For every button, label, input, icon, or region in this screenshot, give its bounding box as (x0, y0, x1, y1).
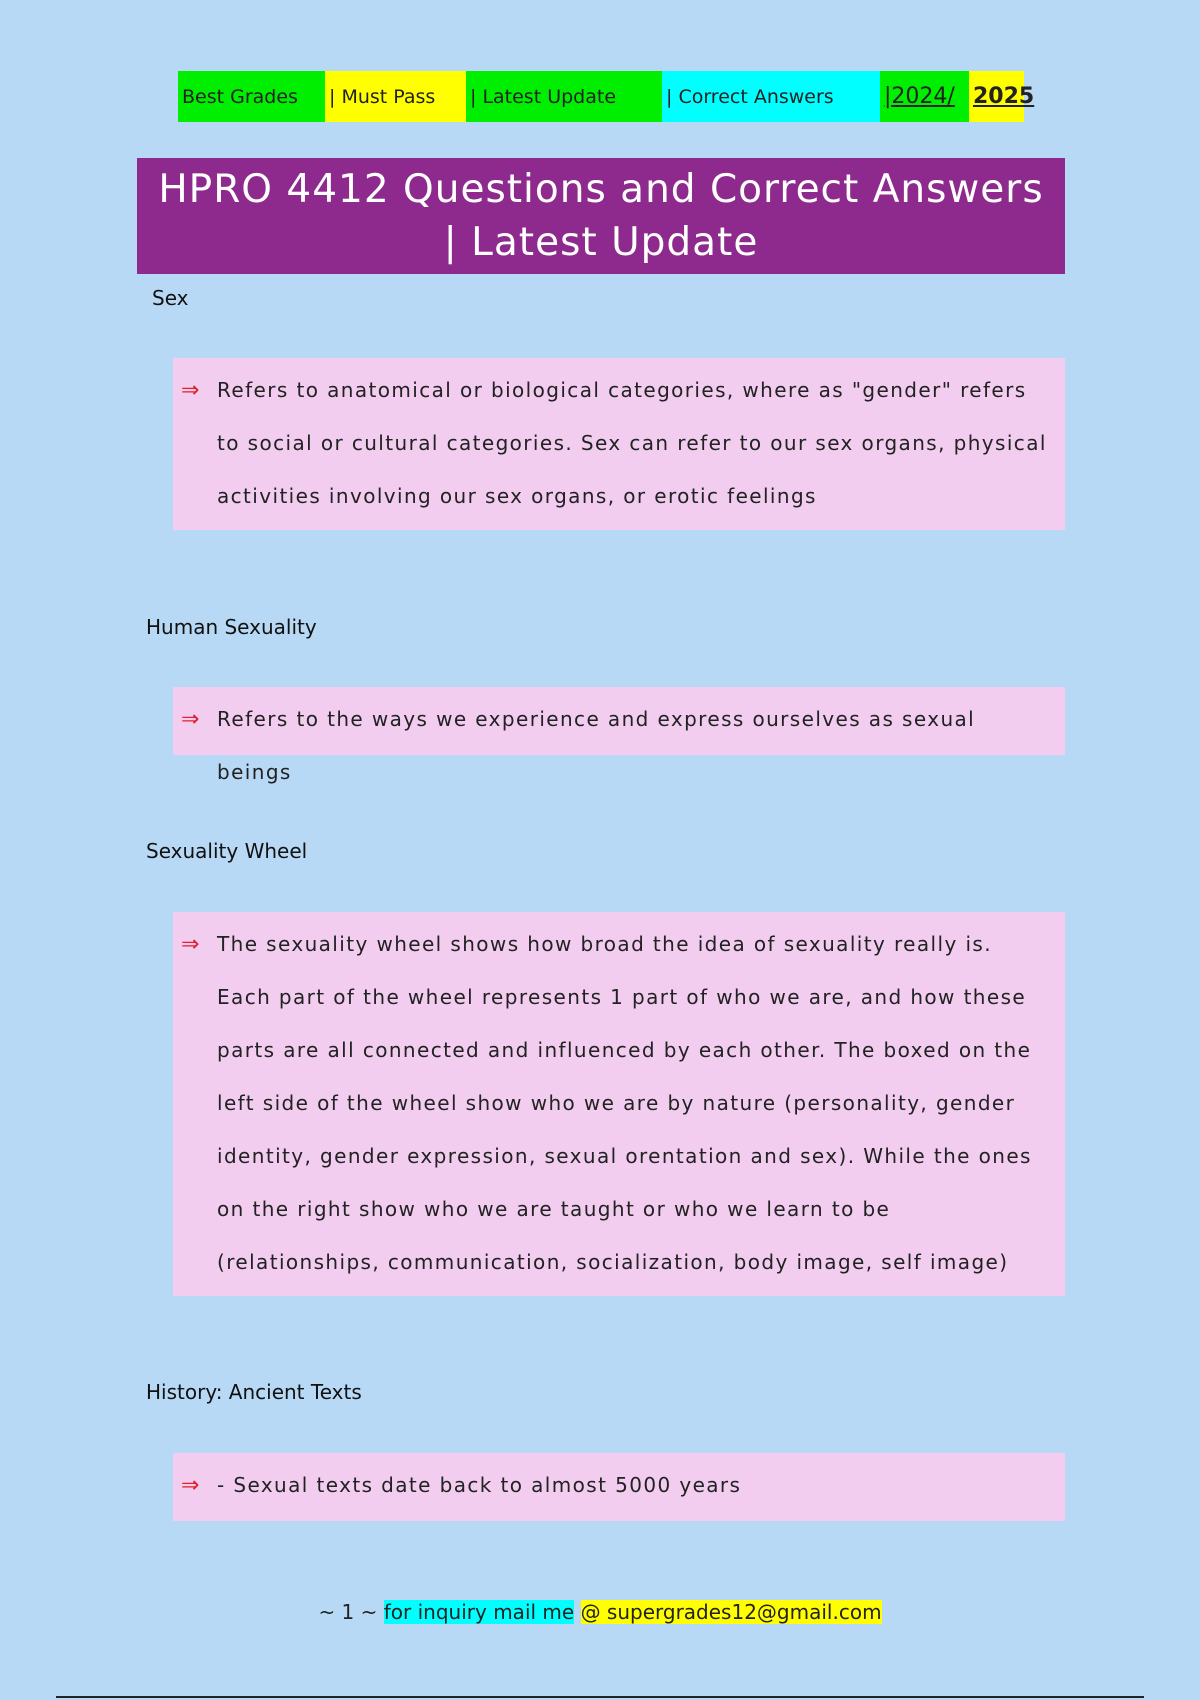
answer-history-ancient-texts: ⇒ - Sexual texts date back to almost 5000 years (173, 1453, 1065, 1521)
term-sexuality-wheel: Sexuality Wheel (146, 839, 308, 863)
tag-year-start: | 2024/ (880, 71, 969, 122)
page-footer (0, 1600, 1200, 1624)
tag-best-grades: Best Grades (178, 71, 325, 122)
answer-human-sexuality: ⇒ Refers to the ways we experience and express ourselves as sexual beings (173, 687, 1065, 755)
answer-sexuality-wheel: ⇒ The sexuality wheel shows how broad the idea of sexuality really is. Each part of the wheel represents 1 part of who we are, and how these parts are all connected and influenced by each other. The boxed on the left side of the wheel show who we are by nature (personality, gender identity, gender expression, sexual orentation and sex). While the ones on the right show who we are taught or who we learn to be (relationships, communication, socialization, body image, self image) (173, 912, 1065, 1296)
arrow-icon: ⇒ (181, 932, 200, 957)
page-number: ~ 1 ~ (318, 1600, 378, 1624)
term-sex: Sex (152, 286, 189, 310)
answer-sex: ⇒ Refers to anatomical or biological categories, where as "gender" refers to social or cultural categories. Sex can refer to our sex organs, physical activities involving our sex organs, or erotic feelings (173, 358, 1065, 530)
tag-must-pass: | Must Pass (325, 71, 466, 122)
tag-year-end: 2025 (969, 71, 1024, 122)
footer-rule (56, 1696, 1144, 1698)
arrow-icon: ⇒ (181, 707, 200, 732)
term-human-sexuality: Human Sexuality (146, 615, 317, 639)
tag-correct-answers: | Correct Answers (662, 71, 880, 122)
arrow-icon: ⇒ (181, 378, 200, 403)
page-title: HPRO 4412 Questions and Correct Answers | Latest Update (137, 158, 1065, 274)
tag-latest-update: | Latest Update (466, 71, 662, 122)
header-tagline (178, 71, 1035, 122)
arrow-icon: ⇒ (181, 1473, 200, 1498)
term-history-ancient-texts: History: Ancient Texts (146, 1380, 362, 1404)
inquiry-text: for inquiry mail me (383, 1600, 575, 1624)
contact-email: @ supergrades12@gmail.com (580, 1600, 882, 1624)
